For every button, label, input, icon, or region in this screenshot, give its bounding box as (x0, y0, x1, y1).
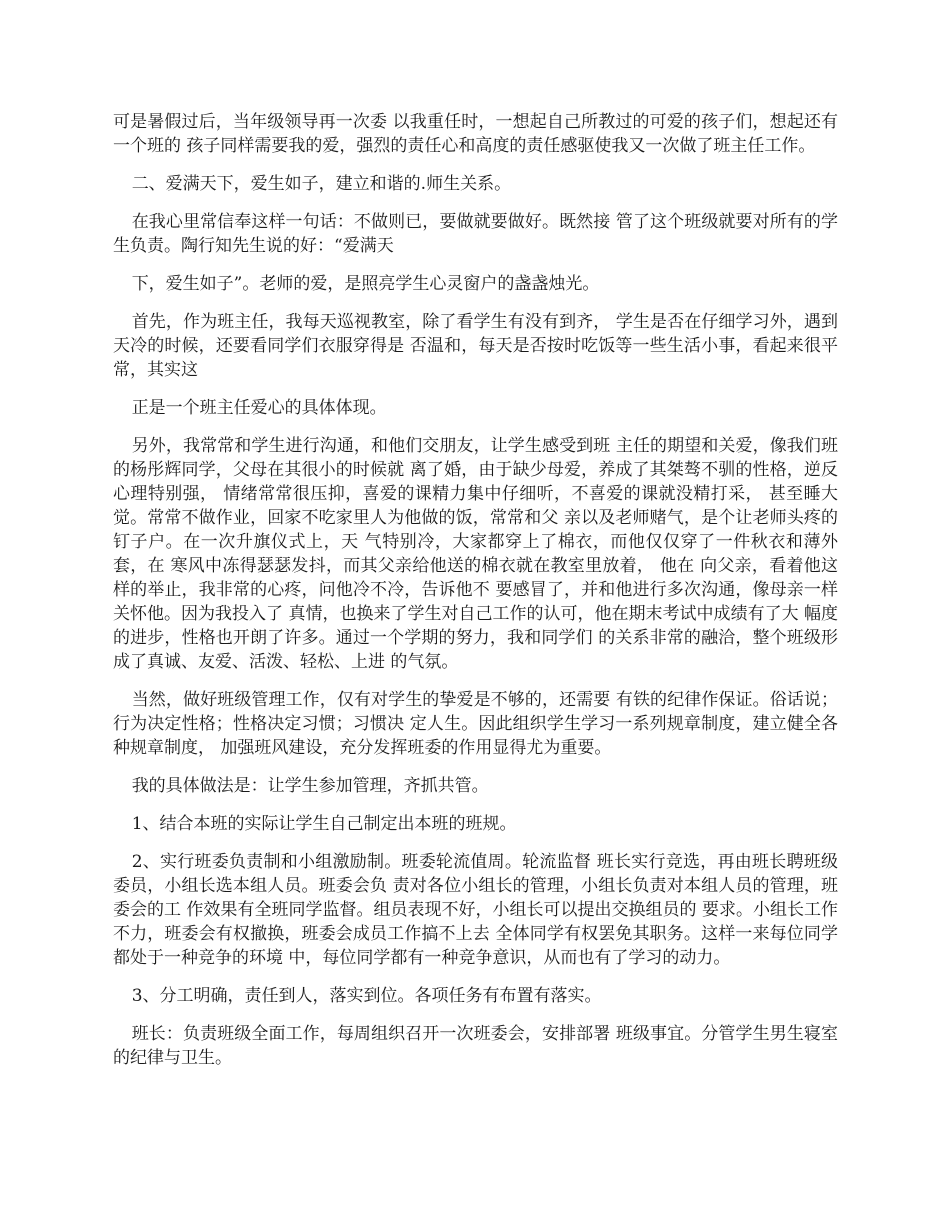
paragraph-1: 可是暑假过后，当年级领导再一次委 以我重任时，一想起自己所教过的可爱的孩子们，想起还有一个班的 孩子同样需要我的爱，强烈的责任心和高度的责任感驱使我又一次做了班主任工作。 (113, 112, 838, 156)
paragraph-9: 我的具体做法是：让学生参加管理，齐抓共管。 (131, 776, 489, 796)
paragraph-11-list-item-2: 2、实行班委负责制和小组激励制。班委轮流值周。轮流监督 班长实行竞选，再由班长聘班级委员，小组长选本组人员。班委会负 责对各位小组长的管理，小组长负责对本组人员的管理，班委会的工 作效果有全班同学监督。组员表现不好，小组长可以提出交换组员的 要求。小组长工作不力，班委会有权撤换，班委会成员工作搞不上去 全体同学有权罢免其职务。这样一来每位同学都处于一种竞争的环境 中，每位同学都有一种竞争意识，从而也有了学习的动力。 (113, 852, 838, 968)
paragraph-6: 正是一个班主任爱心的具体体现。 (131, 398, 387, 418)
paragraph-4: 下，爱生如子”。老师的爱，是照亮学生心灵窗户的盏盏烛光。 (131, 274, 600, 294)
paragraph-10-list-item-1: 1、结合本班的实际让学生自己制定出本班的班规。 (131, 814, 517, 834)
paragraph-13: 班长：负责班级全面工作，每周组织召开一次班委会，安排部署 班级事宜。分管学生男生寝室的纪律与卫生。 (113, 1024, 838, 1068)
paragraph-8: 当然，做好班级管理工作，仅有对学生的挚爱是不够的，还需要 有铁的纪律作保证。俗话说；行为决定性格；性格决定习惯；习惯决 定人生。因此组织学生学习一系列规章制度，建立健全各种规章制度， 加强班风建设，充分发挥班委的作用显得尤为重要。 (113, 690, 838, 758)
paragraph-5: 首先，作为班主任，我每天巡视教室，除了看学生有没有到齐， 学生是否在仔细学习外，遇到天冷的时候，还要看同学们衣服穿得是 否温和，每天是否按时吃饭等一些生活小事，看起来很平常，其实这 (113, 312, 838, 380)
paragraph-12-list-item-3: 3、分工明确，责任到人，落实到位。各项任务有布置有落实。 (131, 986, 602, 1006)
paragraph-2-section-heading: 二、爱满天下，爱生如子，建立和谐的.师生关系。 (131, 174, 512, 194)
document-body (113, 110, 838, 1084)
paragraph-3: 在我心里常信奉这样一句话：不做则已，要做就要做好。既然接 管了这个班级就要对所有的学生负责。陶行知先生说的好：“爱满天 (113, 212, 838, 256)
paragraph-7: 另外，我常常和学生进行沟通，和他们交朋友，让学生感受到班 主任的期望和关爱，像我们班的杨彤辉同学，父母在其很小的时候就 离了婚，由于缺少母爱，养成了其桀骜不驯的性格，逆反心理特别强， 情绪常常很压抑，喜爱的课精力集中仔细听，不喜爱的课就没精打采， 甚至睡大觉。常常不做作业，回家不吃家里人为他做的饭，常常和父 亲以及老师赌气，是个让老师头疼的钉子户。在一次升旗仪式上，天 气特别冷，大家都穿上了棉衣，而他仅仅穿了一件秋衣和薄外套，在 寒风中冻得瑟瑟发抖，而其父亲给他送的棉衣就在教室里放着， 他在 向父亲，看着他这样的举止，我非常的心疼，问他冷不冷，告诉他不 要感冒了，并和他进行多次沟通，像母亲一样关怀他。因为我投入了 真情，也换来了学生对自己工作的认可，他在期末考试中成绩有了大 幅度的进步，性格也开朗了许多。通过一个学期的努力，我和同学们 的关系非常的融洽，整个班级形成了真诚、友爱、活泼、轻松、上进 的气氛。 (113, 436, 838, 672)
